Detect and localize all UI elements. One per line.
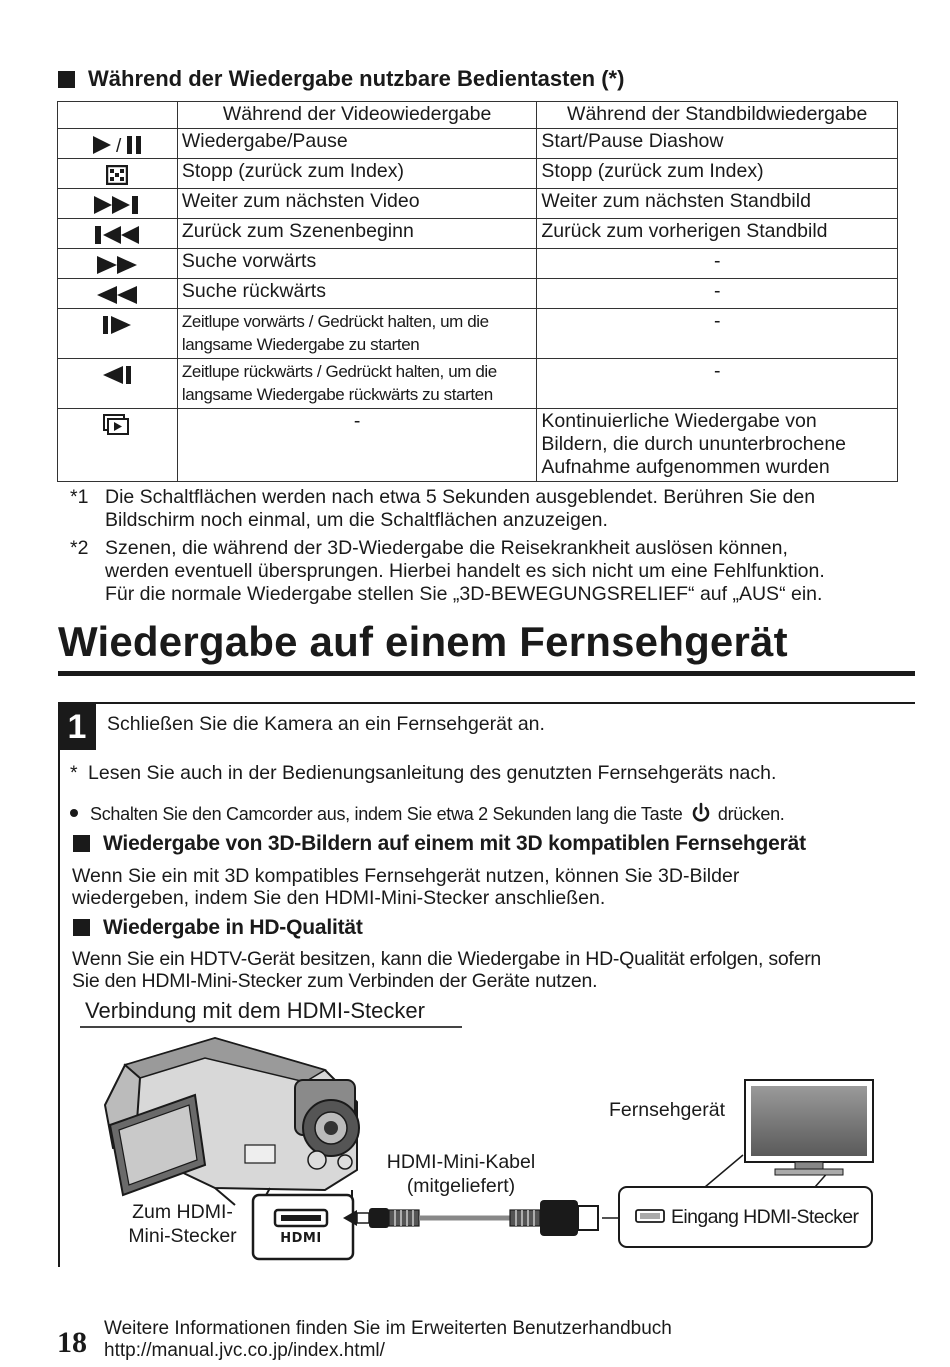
video-cell: - <box>177 409 537 482</box>
port-label: Zum HDMI- Mini-Stecker <box>128 1201 237 1247</box>
step-box-border <box>58 702 915 704</box>
still-cell: - <box>537 249 898 279</box>
still-cell: Weiter zum nächsten Standbild <box>537 189 898 219</box>
svg-text:/: / <box>116 135 122 155</box>
still-cell: - <box>537 309 898 359</box>
step-text: Schließen Sie die Kamera an ein Fernsehgerät an. <box>107 713 545 735</box>
connection-diagram <box>95 1030 895 1265</box>
square-bullet-icon <box>58 71 75 88</box>
still-cell: Start/Pause Diashow <box>537 129 898 159</box>
still-cell: Zurück zum vorherigen Standbild <box>537 219 898 249</box>
hdmi-standard-plug <box>510 1200 598 1236</box>
index-stop-icon <box>58 159 178 189</box>
rewind-icon <box>58 279 178 309</box>
hdmi-mini-plug <box>357 1208 419 1228</box>
table-row <box>58 409 898 482</box>
video-cell: Stopp (zurück zum Index) <box>177 159 537 189</box>
header-icon-cell <box>58 102 178 129</box>
hdmi-logo: HDMI <box>280 1231 322 1246</box>
controls-section-heading: Während der Wiedergabe nutzbare Bedientasten (*) <box>58 66 624 92</box>
continuous-playback-icon <box>58 409 178 482</box>
page-title: Wiedergabe auf einem Fernsehgerät <box>58 618 788 665</box>
slow-reverse-icon <box>58 359 178 409</box>
heading-rule <box>58 671 915 676</box>
table-row <box>58 309 898 359</box>
video-cell: Zeitlupe rückwärts / Gedrückt halten, um die langsame Wiedergabe rückwärts zu starten <box>177 359 537 409</box>
table-row <box>58 129 898 159</box>
table-row <box>58 359 898 409</box>
paragraph-3d: Wenn Sie ein mit 3D kompatibles Fernsehgerät nutzen, können Sie 3D-Bilder wiedergeben, indem Sie den HDMI-Mini-Stecker anschließen. <box>72 865 740 909</box>
page-number: 18 <box>57 1326 87 1359</box>
camcorder-illustration <box>105 1038 359 1215</box>
star-note: * Lesen Sie auch in der Bedienungsanleitung des genutzten Fernsehgeräts nach. <box>70 762 777 784</box>
slow-forward-icon <box>58 309 178 359</box>
tv-input-label: Eingang HDMI-Stecker <box>671 1206 859 1228</box>
header-still: Während der Standbildwiedergabe <box>537 102 898 129</box>
video-cell: Zeitlupe vorwärts / Gedrückt halten, um die langsame Wiedergabe zu starten <box>177 309 537 359</box>
tv-label: Fernsehgerät <box>609 1099 725 1121</box>
video-cell: Zurück zum Szenenbeginn <box>177 219 537 249</box>
step-number: 1 <box>58 704 96 750</box>
table-row <box>58 279 898 309</box>
controls-table <box>57 101 898 482</box>
cable-label: HDMI-Mini-Kabel (mitgeliefert) <box>386 1151 536 1197</box>
video-cell: Suche vorwärts <box>177 249 537 279</box>
connection-title: Verbindung mit dem HDMI-Stecker <box>85 998 425 1023</box>
table-row <box>58 219 898 249</box>
play-pause-icon <box>58 129 178 159</box>
subheading-3d: Wiedergabe von 3D-Bildern auf einem mit 3D kompatiblen Fernsehgerät <box>73 832 806 856</box>
tv-illustration <box>745 1080 873 1175</box>
header-video: Während der Videowiedergabe <box>177 102 537 129</box>
connection-title-underline <box>80 1026 462 1028</box>
step-box-left-border <box>58 702 60 1267</box>
video-cell: Weiter zum nächsten Video <box>177 189 537 219</box>
table-row <box>58 189 898 219</box>
still-cell: - <box>537 359 898 409</box>
table-row <box>58 159 898 189</box>
table-header-row <box>58 102 898 129</box>
manual-url[interactable]: http://manual.jvc.co.jp/index.html/ <box>104 1340 385 1361</box>
still-cell: Stopp (zurück zum Index) <box>537 159 898 189</box>
square-bullet-icon <box>73 919 90 936</box>
footer-text: Weitere Informationen finden Sie im Erweiterten Benutzerhandbuch http://manual.jvc.co.jp/index.html/ <box>104 1318 672 1361</box>
bullet-dot-icon <box>70 809 78 817</box>
still-cell: - <box>537 279 898 309</box>
video-cell: Suche rückwärts <box>177 279 537 309</box>
video-cell: Wiedergabe/Pause <box>177 129 537 159</box>
fast-forward-icon <box>58 249 178 279</box>
subheading-hd: Wiedergabe in HD-Qualität <box>73 916 363 940</box>
paragraph-hd: Wenn Sie ein HDTV-Gerät besitzen, kann die Wiedergabe in HD-Qualität erfolgen, sofern Sie den HDMI-Mini-Stecker zum Verbinden der Geräte nutzen. <box>72 948 822 992</box>
skip-next-icon <box>58 189 178 219</box>
square-bullet-icon <box>73 835 90 852</box>
power-icon <box>691 802 711 824</box>
still-cell: Kontinuierliche Wiedergabe von Bildern, die durch ununterbrochene Aufnahme aufgenommen wurden <box>537 409 898 482</box>
bullet-note: Schalten Sie den Camcorder aus, indem Sie etwa 2 Sekunden lang die Taste drücken. <box>70 802 785 825</box>
skip-back-icon <box>58 219 178 249</box>
table-row <box>58 249 898 279</box>
